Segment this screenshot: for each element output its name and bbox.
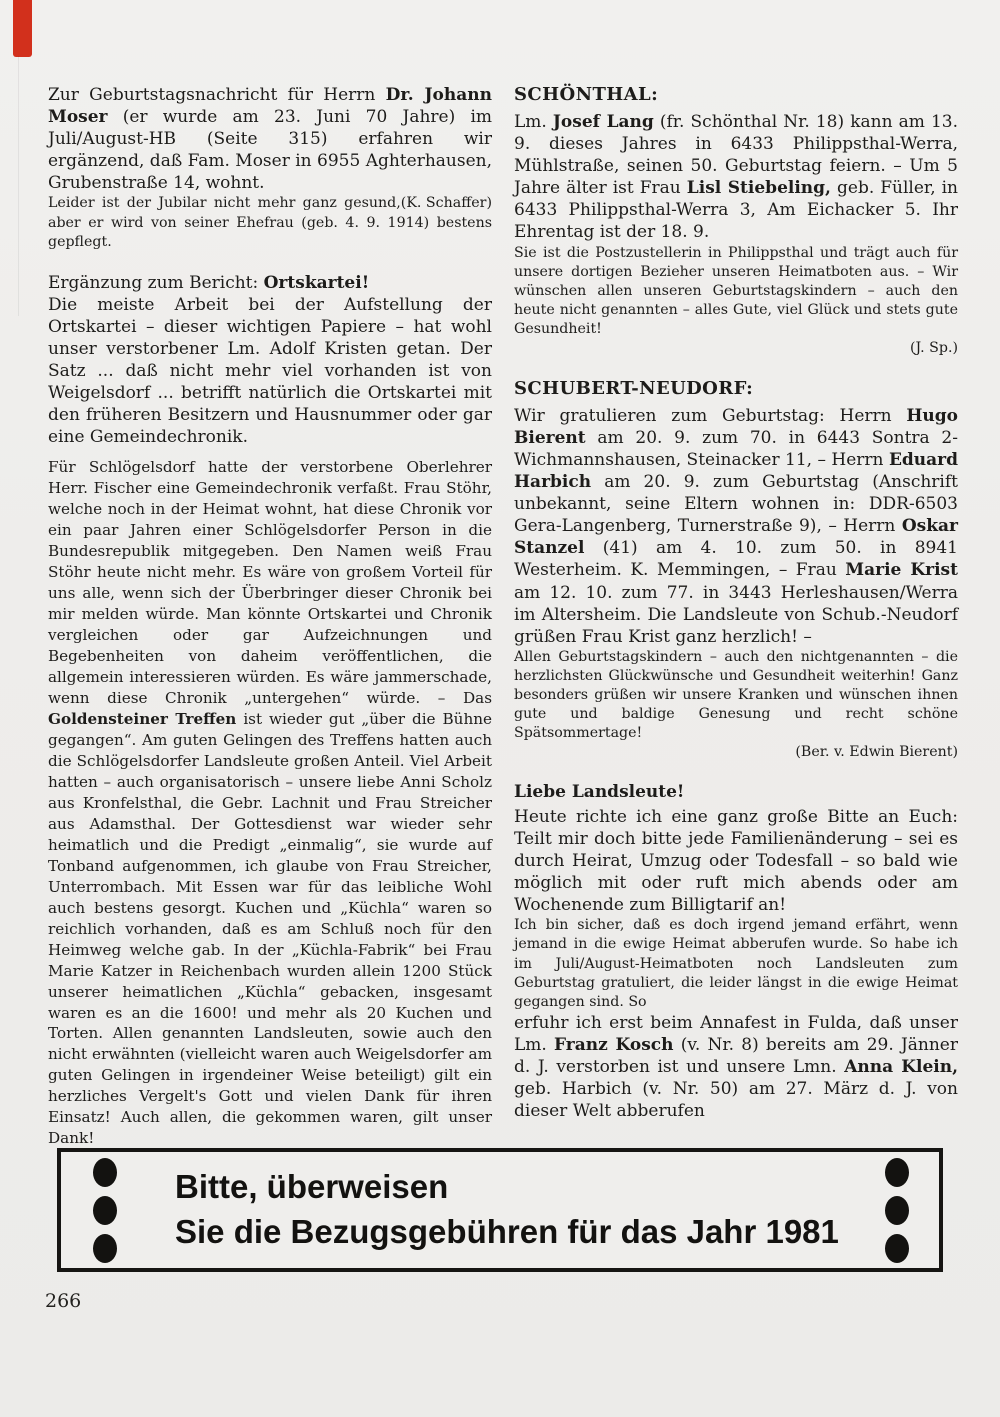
- person-name-bold: Hugo Bierent: [514, 405, 958, 448]
- banner-dots-left: [93, 1158, 117, 1263]
- text-segment: Wir gratulieren zum Geburtstag: Herrn: [514, 405, 907, 426]
- banner-line1: Bitte, überweisen: [175, 1168, 449, 1206]
- schubert-note-paragraph: Allen Geburtstagskindern – auch den nichtgenannten – die herzlichsten Glückwünsche und Gesundheit weiterhin! Ganz besonders grüßen wir unsere Kranken und wünschen ihnen gute und baldige Genesung und recht schöne Spätsommertage!: [514, 648, 958, 741]
- banner-text: [175, 1165, 839, 1254]
- person-name-bold: Dr. Johann Moser: [48, 85, 492, 128]
- text-segment: Für Schlögelsdorf hatte der verstorbene Oberlehrer Herr. Fischer eine Gemeindechronik verfaßt. Frau Stöhr, welche noch in der Heimat wohnt, hat diese Chronik vor ein paar Jahren einer Schlögelsdorfer Person in die Bundesrepublik mitgegeben. Den Namen weiß Frau Stöhr heute nicht mehr. Es wäre von großem Vorteil für uns alle, wenn sich der Überbringer dieser Chronik bei mir melden würde. Man könnte Ortskartei und Chronik vergleichen oder gar Aufzeichnungen und Begebenheiten von daheim veröffentlichen, die allgemein interessieren würden. Es wäre jammerschade, wenn diese Chronik „untergehen“ würde. – Das: [48, 458, 492, 707]
- scan-fold-line: [18, 56, 19, 316]
- chronicle-paragraph: [48, 457, 492, 1149]
- person-name-bold: Lisl Stiebeling,: [686, 178, 831, 199]
- text-segment: Lm.: [514, 112, 553, 132]
- text-segment: Leider ist der Jubilar nicht mehr ganz gesund, aber er wird von seiner Ehefrau (geb. 4. 9. 1914) bestens gepflegt.: [48, 195, 492, 250]
- dot-icon: [885, 1234, 909, 1263]
- dot-icon: [93, 1196, 117, 1225]
- text-segment: (v. Nr. 8) bereits am 29. Jänner d. J. verstorben ist und unsere Lmn.: [514, 1034, 958, 1077]
- appeal-note-paragraph: Ich bin sicher, daß es doch irgend jemand erfährt, wenn jemand in die ewige Heimat abberufen wurde. So habe ich im Juli/August-Heimatboten noch Landsleuten zum Geburtstag gratuliert, die leider längst in die ewige Heimat gegangen sind. So: [514, 917, 958, 1010]
- section-schloegelsdorf-chronicle: [48, 457, 492, 1170]
- text-segment: Zur Geburtstagsnachricht für Herrn: [48, 85, 386, 105]
- banner-line2: Sie die Bezugsgebühren für das Jahr 1981: [175, 1213, 839, 1250]
- moser-note-paragraph: [48, 194, 492, 251]
- dot-icon: [93, 1234, 117, 1263]
- text-segment: ist wieder gut „über die Bühne gegangen“. Am guten Gelingen des Treffens hatten auch die Schlögelsdorfer Landsleute großen Anteil. Viel Arbeit hatten – auch organisatorisch – unsere liebe Anni Scholz aus Kronfelsthal, die Gebr. Lachnit und Frau Streicher aus Adamsthal. Der Gottesdienst war wieder sehr heimatlich und die Predigt „einmalig“, sie wurde auf Tonband aufgenommen, ich glaube von Frau Streicher, Unterrombach. Mit Essen war für das leibliche Wohl auch bestens gesorgt. Kuchen und „Küchla“ waren so reichlich vorhanden, daß es am Schluß noch für den Heimweg welche gab. In der „Küchla-Fabrik“ bei Frau Marie Katzer in Reichenbach wurden allein 1200 Stück unserer heimatlichen „Küchla“ gebacken, insgesamt waren es an die 1600! und mehr als 20 Kuchen und Torten. Allen genannten Landsleuten, sowie auch den nicht erwähnten (vielleicht waren auch Weigelsdorfer am guten Gelingen in irgendeiner Weise beteiligt) gilt ein herzliches Vergelt's Gott und vielen Dank für ihren Einsatz! Auch allen, die gekommen waren, gilt unser Dank!: [48, 709, 492, 1148]
- keyword-bold: Ortskartei!: [263, 272, 370, 293]
- appeal-paragraph: Heute richte ich eine ganz große Bitte an Euch: Teilt mir doch bitte jede Familienänderung – sei es durch Heirat, Umzug oder Todesfall – so bald wie möglich mit oder ruft mich abends oder am Wochenende zum Billigtarif an!: [514, 806, 958, 916]
- liebe-landsleute-heading: Liebe Landsleute!: [514, 781, 685, 802]
- section-ortskartei: [48, 272, 492, 449]
- obituary-paragraph: [514, 1012, 958, 1122]
- report-byline: (K. Schaffer): [400, 195, 492, 212]
- dot-icon: [885, 1158, 909, 1187]
- schubert-neudorf-heading: SCHUBERT-NEUDORF:: [514, 377, 754, 399]
- schubert-paragraph: [514, 405, 958, 648]
- banner-dots-right: [885, 1158, 909, 1263]
- schoenthal-paragraph: [514, 111, 958, 244]
- text-segment: am 20. 9. zum Geburtstag (Anschrift unbekannt, seine Eltern wohnen in: DDR-6503 Gera-Langenberg, Turnerstraße 9), – Herrn: [514, 472, 958, 537]
- text-segment: erfuhr ich erst beim Annafest in Fulda, daß unser Lm.: [514, 1012, 958, 1055]
- section-moser: [48, 84, 492, 252]
- text-segment: am 20. 9. zum 70. in 6443 Sontra 2-Wichmannshausen, Steinacker 11, – Herrn: [514, 427, 958, 470]
- text-segment: (fr. Schönthal Nr. 18) kann am 13. 9. dieses Jahres in 6433 Philippsthal-Werra, Mühlstraße, seinen 50. Geburtstag feiern. – Um 5 Jahre älter ist Frau: [514, 112, 958, 199]
- subscription-banner: [57, 1148, 943, 1272]
- dot-icon: [93, 1158, 117, 1187]
- moser-paragraph: [48, 84, 492, 194]
- report-byline: (Ber. v. Edwin Bierent): [795, 743, 958, 760]
- red-edge-mark: [13, 0, 32, 57]
- section-schubert-neudorf: [514, 378, 958, 762]
- person-name-bold: Franz Kosch: [554, 1034, 674, 1055]
- report-byline: (J. Sp.): [910, 339, 958, 356]
- person-name-bold: Josef Lang: [552, 112, 654, 132]
- right-column: [514, 84, 958, 1170]
- schoenthal-heading: SCHÖNTHAL:: [514, 84, 659, 105]
- section-liebe-landsleute: [514, 782, 958, 1122]
- text-segment: (er wurde am 23. Juni 70 Jahre) im Juli/August-HB (Seite 315) erfahren wir ergänzend, daß Fam. Moser in 6955 Aghterhausen, Grubenstraße 14, wohnt.: [48, 107, 493, 194]
- text-segment: geb. Harbich (v. Nr. 50) am 27. März d. J. von dieser Welt abberufen: [514, 1078, 958, 1121]
- ortskartei-heading-line: [48, 272, 492, 294]
- ortskartei-paragraph: Die meiste Arbeit bei der Aufstellung der Ortskartei – dieser wichtigen Papiere – hat wohl unser verstorbener Lm. Adolf Kristen getan. Der Satz ... daß nicht mehr viel vorhanden ist von Weigelsdorf ... betrifft natürlich die Ortskartei mit den früheren Besitzern und Hausnummer oder gar eine Gemeindechronik.: [48, 294, 492, 448]
- text-segment: Ergänzung zum Bericht:: [48, 272, 264, 293]
- schoenthal-note-paragraph: Sie ist die Postzustellerin in Philippsthal und trägt auch für unsere dortigen Bezieher unseren Heimatboten aus. – Wir wünschen allen unseren Geburtstagskindern – auch den heute nicht genannten – alles Gute, viel Glück und stets gute Gesundheit!: [514, 244, 958, 337]
- left-column: [48, 84, 492, 1170]
- section-schoenthal: [514, 84, 958, 358]
- person-name-bold: Anna Klein,: [844, 1056, 958, 1077]
- person-name-bold: Marie Krist: [845, 560, 958, 581]
- page-number: 266: [45, 1290, 82, 1312]
- text-segment: am 12. 10. zum 77. in 3443 Herleshausen/Werra im Altersheim. Die Landsleute von Schub.-Neudorf grüßen Frau Krist ganz herzlich! –: [514, 582, 958, 647]
- text-segment: geb. Füller, in 6433 Philippsthal-Werra 3, Am Eichacker 5. Ihr Ehrentag ist der 18. 9.: [514, 178, 959, 243]
- person-name-bold: Oskar Stanzel: [514, 516, 958, 559]
- two-column-layout: [48, 84, 958, 1170]
- event-name-bold: Goldensteiner Treffen: [48, 709, 237, 728]
- text-segment: (41) am 4. 10. zum 50. in 8941 Westerheim. K. Memmingen, – Frau: [514, 538, 958, 581]
- dot-icon: [885, 1196, 909, 1225]
- person-name-bold: Eduard Harbich: [514, 449, 958, 493]
